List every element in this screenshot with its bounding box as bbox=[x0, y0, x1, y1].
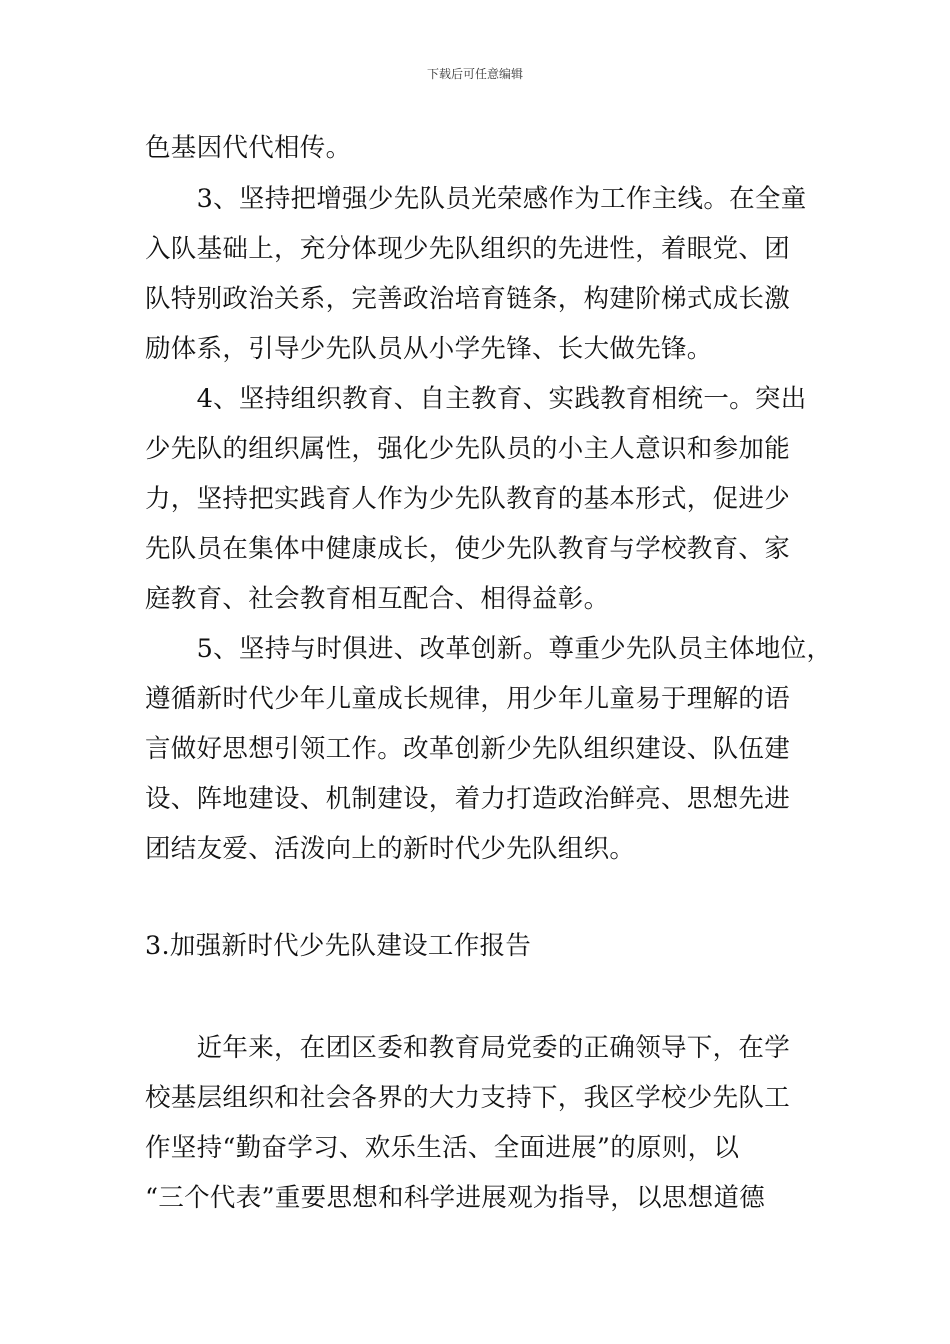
text-line: 4、坚持组织教育、自主教育、实践教育相统一。突出 bbox=[145, 384, 807, 414]
text-line: 力，坚持把实践育人作为少先队教育的基本形式，促进少 bbox=[145, 484, 791, 514]
section-heading: 3.加强新时代少先队建设工作报告 bbox=[145, 931, 532, 961]
text-line: 言做好思想引领工作。改革创新少先队组织建设、队伍建 bbox=[145, 734, 791, 764]
text-line: 色基因代代相传。 bbox=[145, 133, 352, 163]
text-line: 先队员在集体中健康成长，使少先队教育与学校教育、家 bbox=[145, 534, 791, 564]
text-line: 队特别政治关系，完善政治培育链条，构建阶梯式成长激 bbox=[145, 284, 791, 314]
text-line: “三个代表”重要思想和科学进展观为指导，以思想道德 bbox=[145, 1183, 766, 1213]
text-line: 5、坚持与时俱进、改革创新。尊重少先队员主体地位， bbox=[145, 634, 833, 664]
text-line: 设、阵地建设、机制建设，着力打造政治鲜亮、思想先进 bbox=[145, 784, 791, 814]
page-header: 下载后可任意编辑 bbox=[426, 67, 523, 81]
text-line: 庭教育、社会教育相互配合、相得益彰。 bbox=[145, 584, 610, 614]
text-line: 少先队的组织属性，强化少先队员的小主人意识和参加能 bbox=[145, 434, 791, 464]
text-line: 3、坚持把增强少先队员光荣感作为工作主线。在全童 bbox=[145, 184, 807, 214]
text-line: 遵循新时代少年儿童成长规律，用少年儿童易于理解的语 bbox=[145, 684, 791, 714]
text-line: 近年来，在团区委和教育局党委的正确领导下，在学 bbox=[145, 1033, 791, 1063]
text-line: 入队基础上，充分体现少先队组织的先进性，着眼党、团 bbox=[145, 234, 791, 264]
text-line: 作坚持“勤奋学习、欢乐生活、全面进展”的原则，以 bbox=[145, 1133, 740, 1163]
text-line: 励体系，引导少先队员从小学先锋、长大做先锋。 bbox=[145, 334, 713, 364]
text-line: 团结友爱、活泼向上的新时代少先队组织。 bbox=[145, 834, 636, 864]
text-line: 校基层组织和社会各界的大力支持下，我区学校少先队工 bbox=[145, 1083, 791, 1113]
